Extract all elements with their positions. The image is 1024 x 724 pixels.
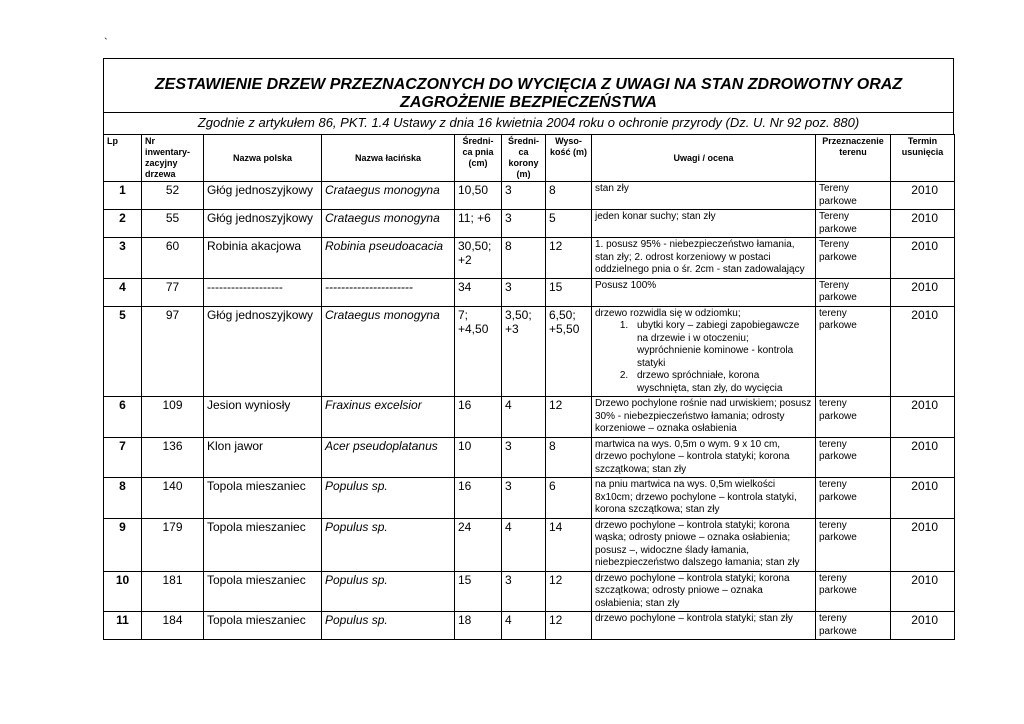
- cell-inventory-number: 136: [142, 437, 204, 478]
- table-row: [104, 210, 955, 238]
- cell-inventory-number: 60: [142, 238, 204, 279]
- cell-land-use: Tereny parkowe: [816, 238, 891, 279]
- header-land-use: Przeznaczenie terenu: [816, 135, 891, 182]
- cell-crown-diameter: 3: [502, 437, 546, 478]
- cell-polish-name: Robinia akacjowa: [204, 238, 322, 279]
- cell-land-use: Tereny parkowe: [816, 182, 891, 210]
- cell-inventory-number: 77: [142, 278, 204, 306]
- cell-polish-name: Topola mieszaniec: [204, 612, 322, 640]
- table-row: [104, 397, 955, 438]
- cell-removal-term: 2010: [891, 518, 955, 571]
- notes-list: [595, 320, 812, 395]
- cell-land-use: tereny parkowe: [816, 571, 891, 612]
- cell-latin-name: Robinia pseudoacacia: [322, 238, 455, 279]
- cell-latin-name: Populus sp.: [322, 518, 455, 571]
- table-row: [104, 306, 955, 397]
- table-row: [104, 478, 955, 519]
- cell-latin-name: Crataegus monogyna: [322, 182, 455, 210]
- cell-trunk-diameter: 10,50: [455, 182, 502, 210]
- cell-removal-term: 2010: [891, 612, 955, 640]
- cell-removal-term: 2010: [891, 182, 955, 210]
- cell-height: 6: [546, 478, 592, 519]
- cell-land-use: tereny parkowe: [816, 437, 891, 478]
- cell-lp: 10: [104, 571, 142, 612]
- table-row: [104, 612, 955, 640]
- cell-inventory-number: 179: [142, 518, 204, 571]
- header-lp: Lp: [104, 135, 142, 182]
- cell-polish-name: Jesion wyniosły: [204, 397, 322, 438]
- cell-land-use: tereny parkowe: [816, 478, 891, 519]
- cell-polish-name: Topola mieszaniec: [204, 478, 322, 519]
- cell-removal-term: 2010: [891, 437, 955, 478]
- document-subtitle: Zgodnie z artykułem 86, PKT. 1.4 Ustawy z dnia 16 kwietnia 2004 roku o ochronie przyrody (Dz. U. Nr 92 poz. 880): [103, 112, 954, 134]
- cell-removal-term: 2010: [891, 397, 955, 438]
- cell-lp: 8: [104, 478, 142, 519]
- cell-notes: 1. posusz 95% - niebezpieczeństwo łamania, stan zły; 2. odrost korzeniowy w postaci oddzielnego pnia o śr. 2cm - stan zadowalający: [592, 238, 816, 279]
- notes-list-item: 2. drzewo spróchniałe, korona wyschnięta, stan zły, do wycięcia: [631, 370, 812, 395]
- cell-inventory-number: 181: [142, 571, 204, 612]
- cell-latin-name: Acer pseudoplatanus: [322, 437, 455, 478]
- cell-notes: Drzewo pochylone rośnie nad urwiskiem; posusz 30% - niebezpieczeństwo łamania; odrosty korzeniowe – oznaka osłabienia: [592, 397, 816, 438]
- table-row: [104, 518, 955, 571]
- cell-trunk-diameter: 15: [455, 571, 502, 612]
- notes-text: drzewo rozwidla się w odziomku;: [595, 307, 741, 319]
- cell-height: 12: [546, 612, 592, 640]
- cell-trunk-diameter: 24: [455, 518, 502, 571]
- cell-removal-term: 2010: [891, 278, 955, 306]
- cell-height: 12: [546, 238, 592, 279]
- cell-polish-name: Głóg jednoszyjkowy: [204, 182, 322, 210]
- cell-notes: na pniu martwica na wys. 0,5m wielkości 8x10cm; drzewo pochylone – kontrola statyki, korona szczątkowa; stan zły: [592, 478, 816, 519]
- cell-height: 12: [546, 571, 592, 612]
- table-row: [104, 182, 955, 210]
- table-row: [104, 238, 955, 279]
- cell-crown-diameter: 3: [502, 278, 546, 306]
- cell-removal-term: 2010: [891, 478, 955, 519]
- cell-notes: Posusz 100%: [592, 278, 816, 306]
- cell-lp: 9: [104, 518, 142, 571]
- header-height: Wyso-kość (m): [546, 135, 592, 182]
- cell-latin-name: Populus sp.: [322, 571, 455, 612]
- cell-polish-name: Głóg jednoszyjkowy: [204, 210, 322, 238]
- document-page: [103, 58, 954, 640]
- cell-latin-name: Fraxinus excelsior: [322, 397, 455, 438]
- cell-polish-name: Klon jawor: [204, 437, 322, 478]
- cell-polish-name: Topola mieszaniec: [204, 518, 322, 571]
- cell-latin-name: Populus sp.: [322, 478, 455, 519]
- cell-polish-name: Topola mieszaniec: [204, 571, 322, 612]
- cell-inventory-number: 184: [142, 612, 204, 640]
- stray-mark: `: [104, 37, 108, 49]
- cell-crown-diameter: 3: [502, 182, 546, 210]
- cell-notes: [592, 306, 816, 397]
- cell-height: 6,50; +5,50: [546, 306, 592, 397]
- cell-height: 12: [546, 397, 592, 438]
- header-removal-term: Termin usunięcia: [891, 135, 955, 182]
- header-polish-name: Nazwa polska: [204, 135, 322, 182]
- cell-crown-diameter: 4: [502, 518, 546, 571]
- header-trunk-diameter: Średni-ca pnia (cm): [455, 135, 502, 182]
- cell-removal-term: 2010: [891, 306, 955, 397]
- cell-notes: jeden konar suchy; stan zły: [592, 210, 816, 238]
- cell-trunk-diameter: 11; +6: [455, 210, 502, 238]
- cell-notes: drzewo pochylone – kontrola statyki; korona szczątkowa; odrosty pniowe – oznaka osłabienia; stan zły: [592, 571, 816, 612]
- cell-land-use: tereny parkowe: [816, 397, 891, 438]
- table-row: [104, 278, 955, 306]
- cell-lp: 1: [104, 182, 142, 210]
- cell-removal-term: 2010: [891, 238, 955, 279]
- cell-crown-diameter: 3: [502, 571, 546, 612]
- cell-lp: 6: [104, 397, 142, 438]
- cell-height: 8: [546, 182, 592, 210]
- header-notes: Uwagi / ocena: [592, 135, 816, 182]
- table-row: [104, 437, 955, 478]
- cell-crown-diameter: 3: [502, 478, 546, 519]
- cell-lp: 5: [104, 306, 142, 397]
- cell-removal-term: 2010: [891, 210, 955, 238]
- cell-polish-name: -------------------: [204, 278, 322, 306]
- cell-polish-name: Głóg jednoszyjkowy: [204, 306, 322, 397]
- cell-land-use: Tereny parkowe: [816, 278, 891, 306]
- cell-lp: 3: [104, 238, 142, 279]
- cell-trunk-diameter: 16: [455, 397, 502, 438]
- cell-crown-diameter: 4: [502, 397, 546, 438]
- cell-land-use: Tereny parkowe: [816, 210, 891, 238]
- cell-latin-name: ----------------------: [322, 278, 455, 306]
- cell-latin-name: Populus sp.: [322, 612, 455, 640]
- cell-height: 14: [546, 518, 592, 571]
- cell-removal-term: 2010: [891, 571, 955, 612]
- notes-list-item: 1. ubytki kory – zabiegi zapobiegawcze na drzewie i w otoczeniu; wypróchnienie kominowe - kontrola statyki: [631, 320, 812, 370]
- cell-lp: 2: [104, 210, 142, 238]
- cell-inventory-number: 97: [142, 306, 204, 397]
- cell-notes: martwica na wys. 0,5m o wym. 9 x 10 cm, drzewo pochylone – kontrola statyki; korona szczątkowa; stan zły: [592, 437, 816, 478]
- trees-table: [103, 134, 955, 640]
- cell-lp: 4: [104, 278, 142, 306]
- cell-land-use: tereny parkowe: [816, 306, 891, 397]
- cell-height: 15: [546, 278, 592, 306]
- cell-notes: stan zły: [592, 182, 816, 210]
- cell-latin-name: Crataegus monogyna: [322, 210, 455, 238]
- cell-height: 5: [546, 210, 592, 238]
- cell-lp: 11: [104, 612, 142, 640]
- header-nr: Nr inwentary-zacyjny drzewa: [142, 135, 204, 182]
- cell-land-use: tereny parkowe: [816, 612, 891, 640]
- cell-crown-diameter: 4: [502, 612, 546, 640]
- cell-trunk-diameter: 16: [455, 478, 502, 519]
- header-latin-name: Nazwa łacińska: [322, 135, 455, 182]
- cell-trunk-diameter: 7; +4,50: [455, 306, 502, 397]
- cell-trunk-diameter: 18: [455, 612, 502, 640]
- cell-inventory-number: 109: [142, 397, 204, 438]
- cell-inventory-number: 52: [142, 182, 204, 210]
- table-header-row: [104, 135, 955, 182]
- cell-land-use: tereny parkowe: [816, 518, 891, 571]
- header-crown-diameter: Średni-ca korony (m): [502, 135, 546, 182]
- cell-trunk-diameter: 10: [455, 437, 502, 478]
- cell-lp: 7: [104, 437, 142, 478]
- cell-notes: drzewo pochylone – kontrola statyki; stan zły: [592, 612, 816, 640]
- document-title: ZESTAWIENIE DRZEW PRZEZNACZONYCH DO WYCIĘCIA Z UWAGI NA STAN ZDROWOTNY ORAZ ZAGROŻENIE BEZPIECZEŃSTWA: [103, 58, 954, 112]
- table-row: [104, 571, 955, 612]
- cell-height: 8: [546, 437, 592, 478]
- cell-notes: drzewo pochylone – kontrola statyki; korona wąska; odrosty pniowe – oznaka osłabienia; posusz –, widoczne ślady łamania, niebezpieczeństwo dalszego łamania; stan zły: [592, 518, 816, 571]
- cell-trunk-diameter: 30,50; +2: [455, 238, 502, 279]
- cell-crown-diameter: 3,50; +3: [502, 306, 546, 397]
- cell-inventory-number: 140: [142, 478, 204, 519]
- cell-inventory-number: 55: [142, 210, 204, 238]
- cell-trunk-diameter: 34: [455, 278, 502, 306]
- cell-latin-name: Crataegus monogyna: [322, 306, 455, 397]
- cell-crown-diameter: 3: [502, 210, 546, 238]
- cell-crown-diameter: 8: [502, 238, 546, 279]
